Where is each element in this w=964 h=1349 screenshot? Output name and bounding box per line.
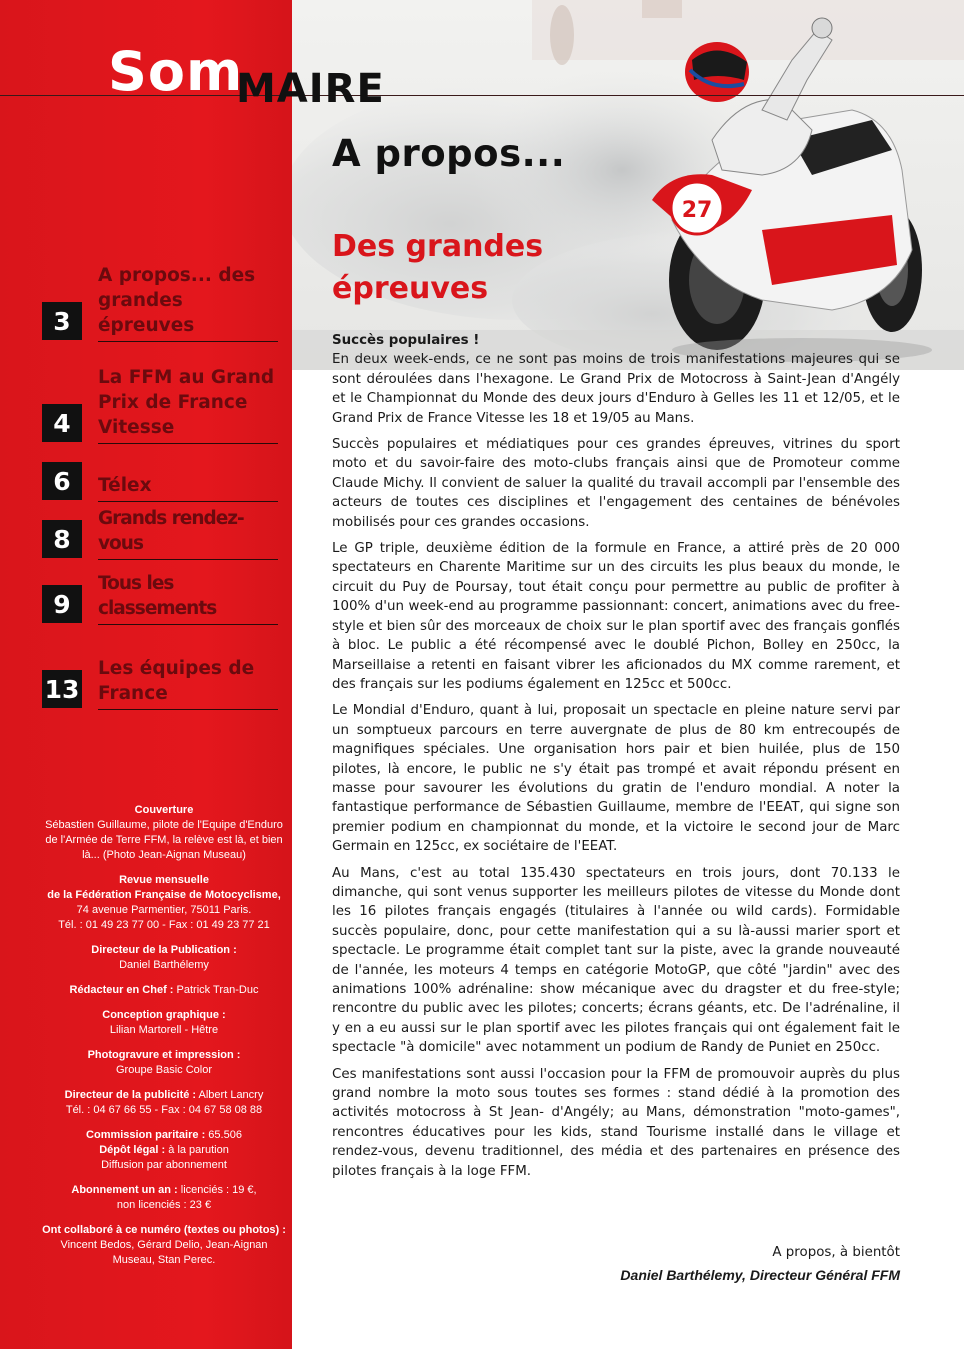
credit-print-name: Groupe Basic Color bbox=[116, 1064, 212, 1076]
toc-item[interactable] bbox=[42, 364, 278, 442]
toc-item[interactable] bbox=[42, 656, 278, 708]
toc-item[interactable] bbox=[42, 462, 278, 500]
motorcycle-photo-illustration bbox=[292, 0, 964, 370]
credit-sub-val2: non licenciés : 23 € bbox=[116, 1199, 212, 1211]
credit-print-head: Photogravure et impression : bbox=[87, 1049, 241, 1061]
toc-divider bbox=[98, 501, 278, 502]
toc-label: Tous les classements bbox=[98, 573, 217, 619]
credit-legal-val: à la parution bbox=[168, 1144, 229, 1156]
toc-label: La FFM au Grand Prix de France Vitesse bbox=[98, 367, 275, 438]
credit-revue-phone: Tél. : 01 49 23 77 00 - Fax : 01 49 23 77 21 bbox=[58, 919, 270, 931]
credit-collab-names: Vincent Bedos, Gérard Delio, Jean-Aignan Museau, Stan Perec. bbox=[60, 1239, 268, 1266]
credit-diffusion: Diffusion par abonnement bbox=[101, 1159, 227, 1171]
article-paragraph: Ces manifestations sont aussi l'occasion pour la FFM de promouvoir auprès du plus grand nombre la moto sous toutes ses formes : stand dédié à la promotion des activités motocross à St Jean- d'Angély; au Mans, démonstration "moto-games", rencontres éducatives pour les kids, stand Tourisme installé dans le village et rendez-vous, devenu traditionnel, des média et des partenaires en présence des pilotes français à la loge FFM. bbox=[332, 1066, 900, 1179]
toc-page-number: 13 bbox=[42, 670, 82, 708]
article-paragraph: Le Mondial d'Enduro, quant à lui, proposait un spectacle en pleine nature servi par un somptueux parcours en terre auvergnate de plus de 80 km entrecoupés de magnifiques spéciales. Une organisation hors pair et bien huilée, plus de 150 pilotes, là encore, le public ne s'y était pas trompé et avait répondu présent en masse pour savourer les évolutions du gratin de l'enduro mondial. A noter la fantastique performance de Sébastien Guillaume, membre de l'EEAT, qui signe son premier podium en championnat du monde, et la victoire le second jour de Marc Germain en 125cc, ex sociétaire de l'EEAT. bbox=[332, 703, 900, 855]
article-paragraph: Au Mans, c'est au total 135.430 spectateurs en trois jours, dont 70.133 le dimanche, qui sont venus supporter les meilleurs pilotes de vitesse du Monde dont les 16 pilotes français engagés (titulaires à l'année ou wild cards). Formidable succès populaire, donc, pour cette manifestation qui a su là-aussi marier sport et spectacle. Le programme était complet tant sur la piste, avec la grande nouveauté de l'année, les moteurs 4 temps en catégorie MotoGP, que côté "jardin" avec des animations 100% adrénaline: show mécanique avec du dragster et du free-style; rencontre du public avec les pilotes; concerts; écrans géants, etc. De l'adrénaline, il y en a eu aussi sur le plan sportif avec les pilotes français qui ont également fait le spectacle "à domicile" avec notamment un podium de Randy de Puniet en 250cc. bbox=[332, 865, 900, 1056]
toc-divider bbox=[98, 559, 278, 560]
credit-cover-text: Sébastien Guillaume, pilote de l'Equipe d'Enduro de l'Armée de Terre FFM, la relève est là, et bien là... (Photo Jean-Aignan Museau) bbox=[45, 819, 283, 861]
credit-print bbox=[38, 1048, 290, 1078]
credit-director-name: Daniel Barthélemy bbox=[119, 959, 209, 971]
credit-sub-key: Abonnement un an : bbox=[71, 1184, 178, 1196]
credit-collaborators bbox=[38, 1223, 290, 1268]
toc-label: A propos... des grandes épreuves bbox=[98, 265, 256, 336]
credit-editor-key: Rédacteur en Chef : bbox=[69, 984, 174, 996]
article-lead: Succès populaires ! bbox=[332, 333, 480, 348]
credit-commission-key: Commission paritaire : bbox=[86, 1129, 206, 1141]
toc-divider bbox=[98, 341, 278, 342]
toc-divider bbox=[98, 709, 278, 710]
credit-ads-key: Directeur de la publicité : bbox=[64, 1089, 197, 1101]
article-body bbox=[332, 331, 900, 1188]
credit-revue-head: Revue mensuelle bbox=[119, 874, 209, 886]
credit-director-head: Directeur de la Publication : bbox=[91, 944, 237, 956]
credit-director bbox=[38, 943, 290, 973]
section-heading: A propos... bbox=[332, 132, 566, 175]
credit-cover bbox=[38, 803, 290, 863]
toc-label: Télex bbox=[98, 475, 152, 496]
article-closing: A propos, à bientôt bbox=[772, 1245, 900, 1260]
article-paragraph: Succès populaires et médiatiques pour ces grandes épreuves, vitrines du sport moto et du savoir-faire des moto-clubs français ainsi que de Promoteur comme Claude Michy. Il convient de saluer la qualité du travail accompli par l'ensemble des acteurs de toutes ces disciplines et l'engagement des centaines de bénévoles mobilisés pour ces grandes occasions. bbox=[332, 437, 900, 530]
article-paragraph: En deux week-ends, ce ne sont pas moins de trois manifestations majeures qui se sont déroulées dans l'hexagone. Le Grand Prix de Motocross à Saint-Jean d'Angély et le Championnat du Monde des deux jours d'Enduro à Gelles les 11 et 12/05, et le Grand Prix de France Vitesse les 18 et 19/05 au Mans. bbox=[332, 352, 900, 426]
toc-label: Les équipes de France bbox=[98, 658, 255, 704]
credit-design-name: Lilian Martorell - Hêtre bbox=[109, 1024, 219, 1036]
credit-design bbox=[38, 1008, 290, 1038]
credits-colophon bbox=[38, 803, 290, 1278]
toc-divider bbox=[98, 443, 278, 444]
article-paragraph: Le GP triple, deuxième édition de la formule en France, a attiré près de 20 000 spectateurs en Charente Maritime sur un des circuits les plus beaux du monde, le circuit du Puy de Poursay, tout était conçu pour permettre au public de profiter à 100% d'un week-end au programme passionnant: concert, animations avec du free-style et bien sûr des morceaux de choix sur le plan sportif avec des français gonflés à bloc. Le public a été récompensé avec le doublé Pichon, Bolley en 250cc, la Marseillaise a retenti en faisant vibrer les aficionados du MX comme rarement, et des français sur les podiums également en 125cc et 500cc. bbox=[332, 541, 900, 692]
credit-collab-head: Ont collaboré à ce numéro (textes ou photos) : bbox=[42, 1224, 286, 1236]
credit-ads-phone: Tél. : 04 67 66 55 - Fax : 04 67 58 08 88 bbox=[65, 1104, 263, 1116]
article-headline: Des grandes épreuves bbox=[332, 229, 544, 306]
credit-revue bbox=[38, 873, 290, 933]
credit-subscription bbox=[38, 1183, 290, 1213]
article-signature: Daniel Barthélemy, Directeur Général FFM bbox=[620, 1267, 900, 1283]
masthead-title-part1: Som bbox=[108, 40, 244, 103]
cover-photo-motorcycle bbox=[292, 0, 964, 370]
credit-editor-name: Patrick Tran-Duc bbox=[176, 984, 259, 996]
credit-design-head: Conception graphique : bbox=[102, 1009, 226, 1021]
masthead-title-part2: MAIRE bbox=[236, 66, 385, 112]
credit-editor bbox=[38, 983, 290, 998]
credit-legal bbox=[38, 1128, 290, 1173]
toc-item[interactable] bbox=[42, 508, 278, 558]
credit-revue-address: 74 avenue Parmentier, 75011 Paris. bbox=[76, 904, 252, 916]
credit-cover-head: Couverture bbox=[134, 804, 194, 816]
toc-page-number: 4 bbox=[42, 404, 82, 442]
toc-divider bbox=[98, 624, 278, 625]
toc-page-number: 3 bbox=[42, 302, 82, 340]
credit-commission-val: 65.506 bbox=[208, 1129, 242, 1141]
toc-page-number: 8 bbox=[42, 520, 82, 558]
article-signoff bbox=[560, 1242, 900, 1286]
credit-ads bbox=[38, 1088, 290, 1118]
credit-revue-org: de la Fédération Française de Motocyclisme, bbox=[47, 889, 281, 901]
credit-sub-val1: licenciés : 19 €, bbox=[180, 1184, 257, 1196]
credit-legal-key: Dépôt légal : bbox=[99, 1144, 166, 1156]
credit-ads-name: Albert Lancry bbox=[198, 1089, 264, 1101]
toc-label: Grands rendez-vous bbox=[98, 508, 244, 554]
toc-item[interactable] bbox=[42, 573, 278, 623]
toc-item[interactable] bbox=[42, 262, 278, 340]
bike-number: 27 bbox=[681, 198, 713, 223]
toc-page-number: 9 bbox=[42, 585, 82, 623]
toc-page-number: 6 bbox=[42, 462, 82, 500]
